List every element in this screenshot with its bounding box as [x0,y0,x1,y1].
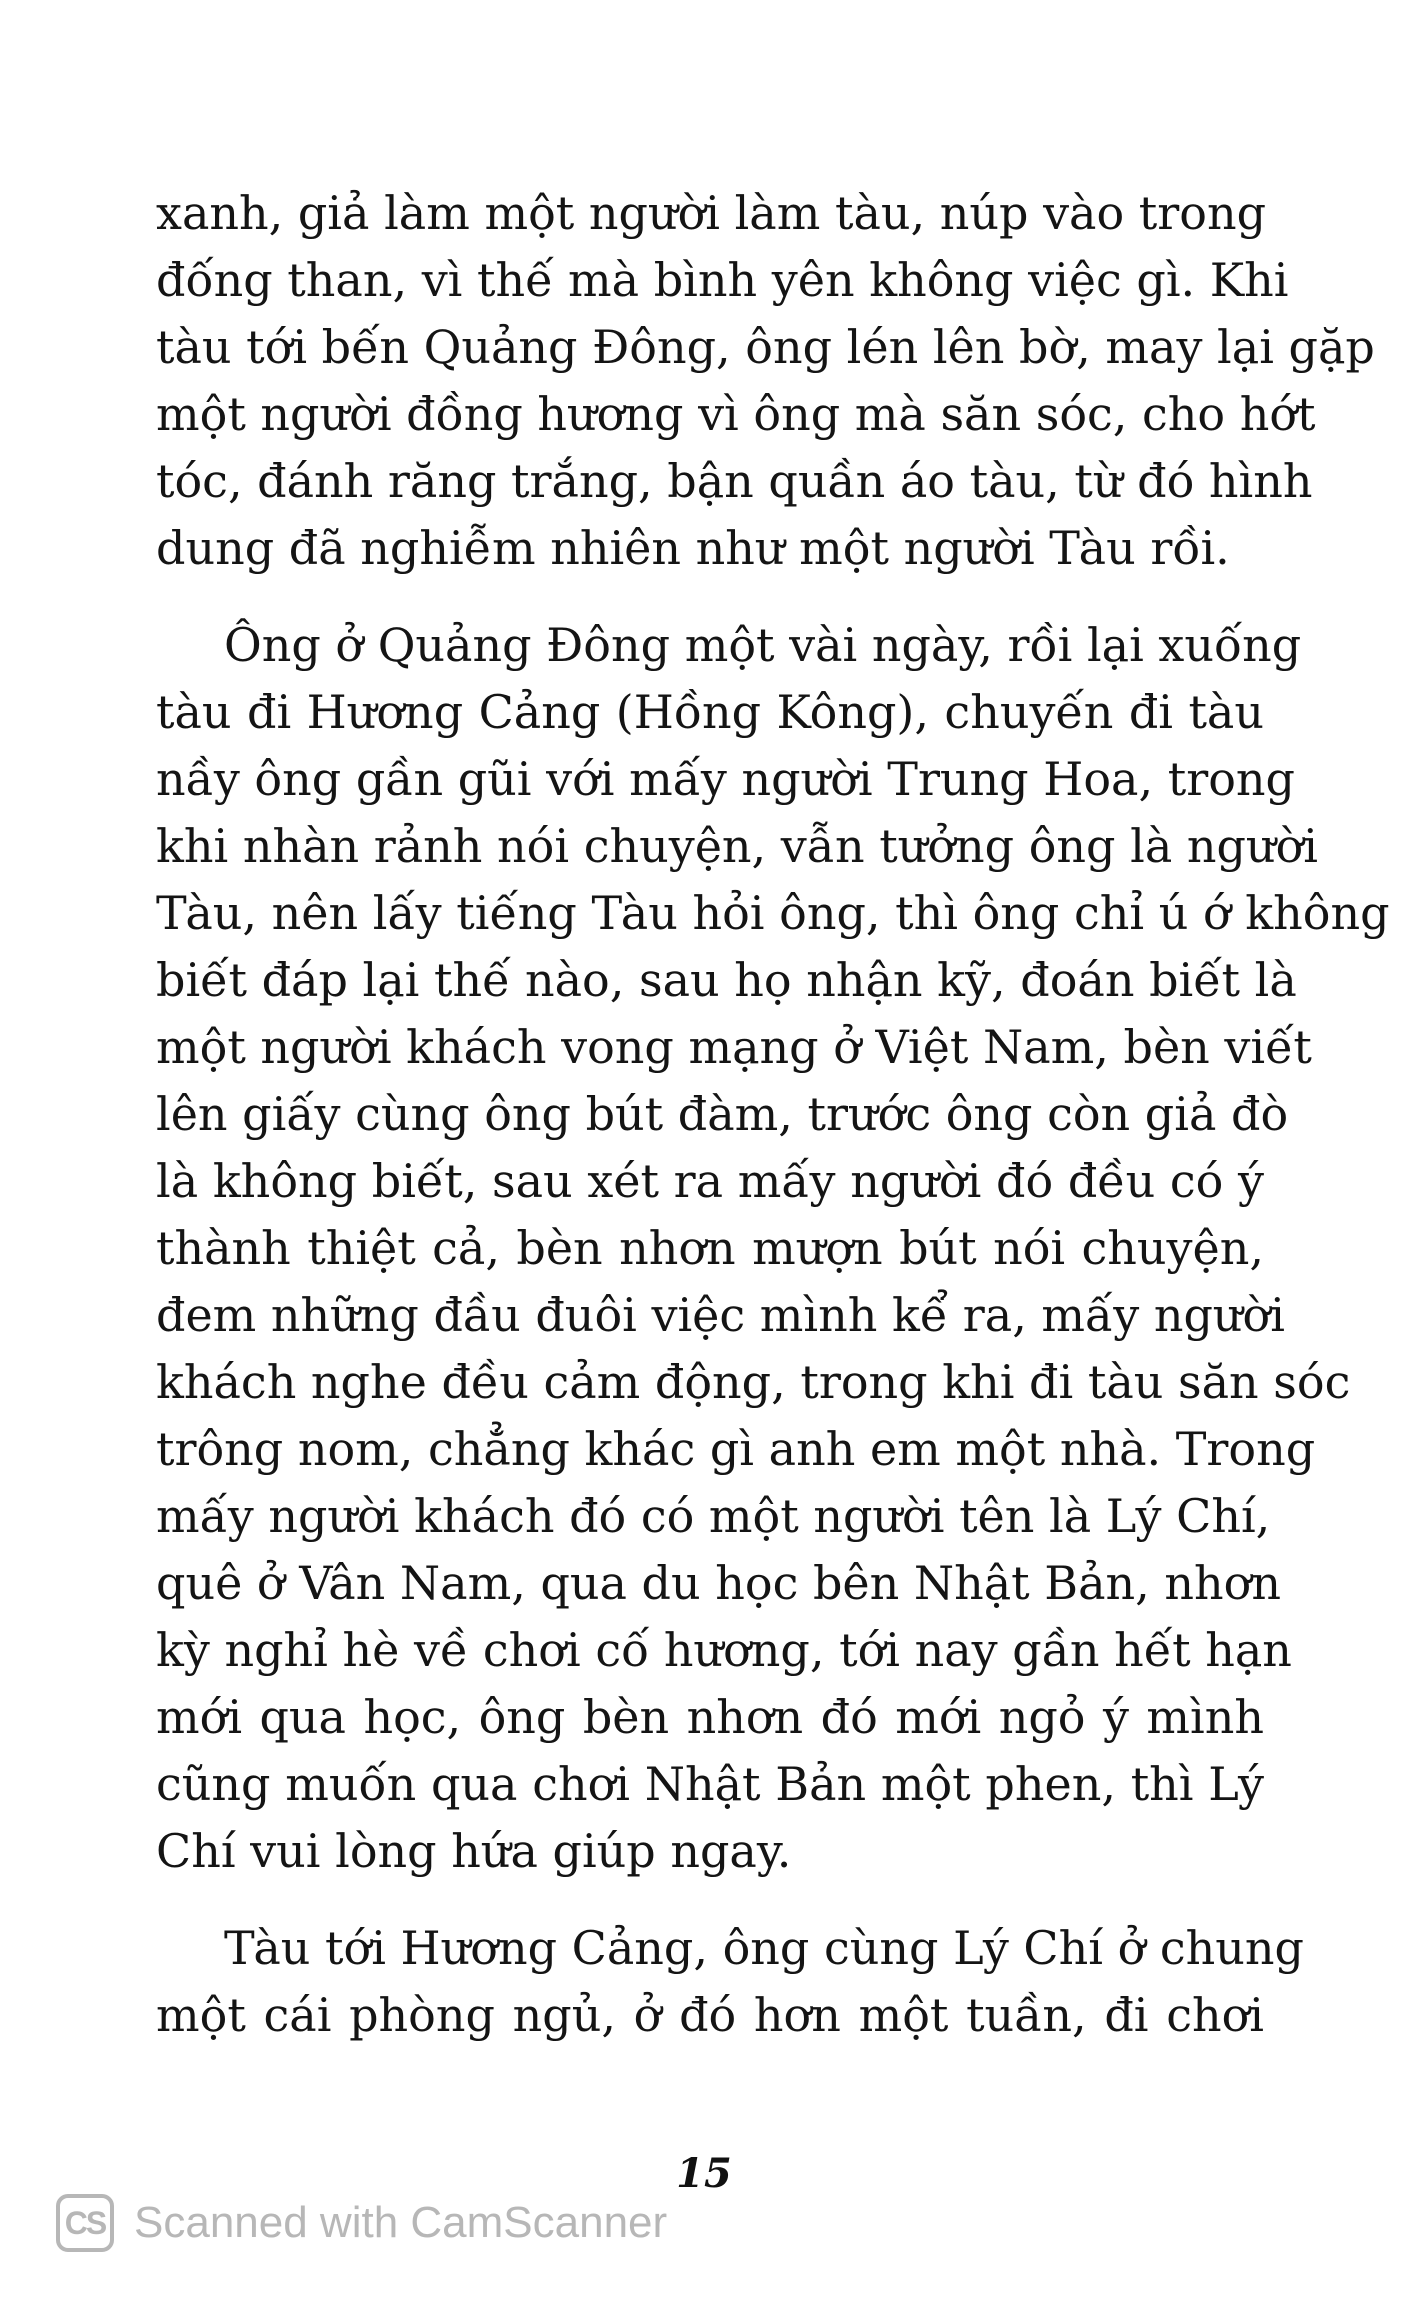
paragraph-1 [156,180,1375,582]
text-line: khách nghe đều cảm động, trong khi đi tàu săn sóc [156,1355,1351,1409]
text-line: trông nom, chẳng khác gì anh em một nhà. Trong [156,1422,1316,1476]
text-line: đem những đầu đuôi việc mình kể ra, mấy người [156,1288,1285,1342]
text-line: tàu đi Hương Cảng (Hồng Kông), chuyến đi tàu [156,685,1264,739]
text-line: lên giấy cùng ông bút đàm, trước ông còn giả đò [156,1087,1289,1141]
paragraph-2 [156,612,1390,1885]
text-line: nầy ông gần gũi với mấy người Trung Hoa, trong [156,752,1295,806]
camscanner-logo-icon: CS [56,2194,114,2252]
text-line: một người khách vong mạng ở Việt Nam, bèn viết [156,1020,1312,1074]
body-text [156,180,1390,2049]
text-line: Chí vui lòng hứa giúp ngay. [156,1824,792,1878]
text-line: dung đã nghiễm nhiên như một người Tàu rồi. [156,521,1230,575]
text-line: là không biết, sau xét ra mấy người đó đều có ý [156,1154,1264,1208]
paragraph-gap [156,582,1264,612]
text-line: biết đáp lại thế nào, sau họ nhận kỹ, đoán biết là [156,953,1297,1007]
text-line: cũng muốn qua chơi Nhật Bản một phen, thì Lý [156,1757,1264,1811]
text-line: Tàu tới Hương Cảng, ông cùng Lý Chí ở chung [224,1921,1304,1975]
text-line: quê ở Vân Nam, qua du học bên Nhật Bản, nhơn [156,1556,1281,1610]
text-line: mới qua học, ông bèn nhơn đó mới ngỏ ý mình [156,1690,1264,1744]
text-line: Ông ở Quảng Đông một vài ngày, rồi lại xuống [224,618,1302,672]
watermark-text: Scanned with CamScanner [134,2198,668,2247]
page-number: 15 [676,2150,732,2197]
text-line: xanh, giả làm một người làm tàu, núp vào trong [156,186,1267,240]
text-line: mấy người khách đó có một người tên là Lý Chí, [156,1489,1271,1543]
text-line: một cái phòng ngủ, ở đó hơn một tuần, đi chơi [156,1988,1264,2042]
paragraph-gap [156,1885,1264,1915]
text-line: Tàu, nên lấy tiếng Tàu hỏi ông, thì ông chỉ ú ớ không [156,886,1390,940]
text-line: đống than, vì thế mà bình yên không việc gì. Khi [156,253,1289,307]
paragraph-3 [156,1915,1304,2049]
text-line: tóc, đánh răng trắng, bận quần áo tàu, từ đó hình [156,454,1313,508]
text-line: khi nhàn rảnh nói chuyện, vẫn tưởng ông là người [156,819,1318,873]
text-line: thành thiệt cả, bèn nhơn mượn bút nói chuyện, [156,1221,1264,1275]
text-line: tàu tới bến Quảng Đông, ông lén lên bờ, may lại gặp [156,320,1375,374]
text-line: kỳ nghỉ hè về chơi cố hương, tới nay gần hết hạn [156,1623,1292,1677]
camscanner-watermark [56,2188,667,2258]
text-line: một người đồng hương vì ông mà săn sóc, cho hớt [156,387,1316,441]
